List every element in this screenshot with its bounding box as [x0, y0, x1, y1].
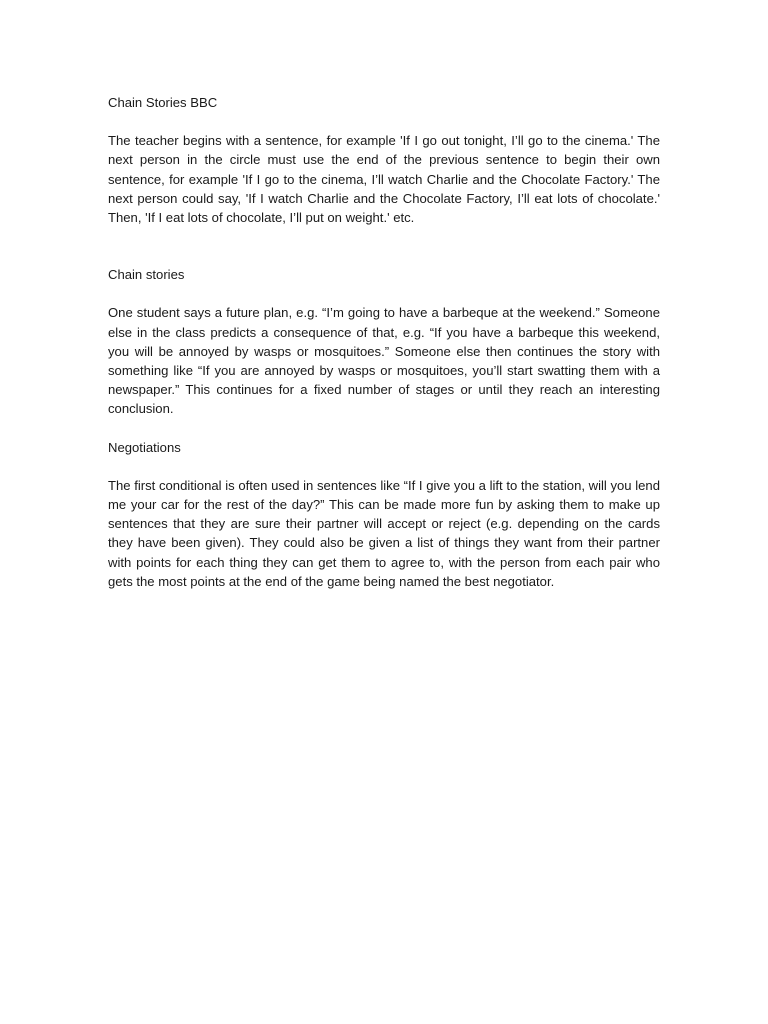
spacer [108, 284, 660, 303]
section-heading-chain-stories-bbc: Chain Stories BBC [108, 95, 218, 110]
spacer [108, 419, 660, 438]
section-paragraph-negotiations: The first conditional is often used in sentences like “If I give you a lift to the station, will you lend me your car for the rest of the day?” This can be made more fun by asking them to make up sentences that they are sure their partner will accept or reject (e.g. depending on the cards they have been given). They could also be given a list of things they want from their partner with points for each thing they can get them to agree to, with the person from each pair who gets the most points at the end of the game being named the best negotiator. [108, 477, 660, 589]
spacer [108, 227, 660, 265]
document-body [108, 93, 660, 591]
section-paragraph-chain-stories: One student says a future plan, e.g. “I’m going to have a barbeque at the weekend.” Someone else in the class predicts a consequence of that, e.g. “If you have a barbeque this weekend, you will be annoyed by wasps or mosquitoes.” Someone else then continues the story with something like “If you are annoyed by wasps or mosquitoes, you’ll start swatting them with a newspaper.” This continues for a fixed number of stages or until they reach an interesting conclusion. [108, 305, 660, 417]
spacer [108, 112, 660, 131]
section-heading-chain-stories: Chain stories [108, 267, 185, 283]
spacer [108, 457, 660, 476]
section-paragraph-chain-stories-bbc: The teacher begins with a sentence, for example 'If I go out tonight, I’ll go to the cinema.' The next person in the circle must use the end of the previous sentence to begin their own sentence, for example 'If I go to the cinema, I’ll watch Charlie and the Chocolate Factory.' The next person could say, 'If I watch Charlie and the Chocolate Factory, I’ll eat lots of chocolate.' Then, 'If I eat lots of chocolate, I’ll put on weight.' etc. [108, 133, 660, 226]
section-heading-negotiations: Negotiations [108, 439, 181, 455]
